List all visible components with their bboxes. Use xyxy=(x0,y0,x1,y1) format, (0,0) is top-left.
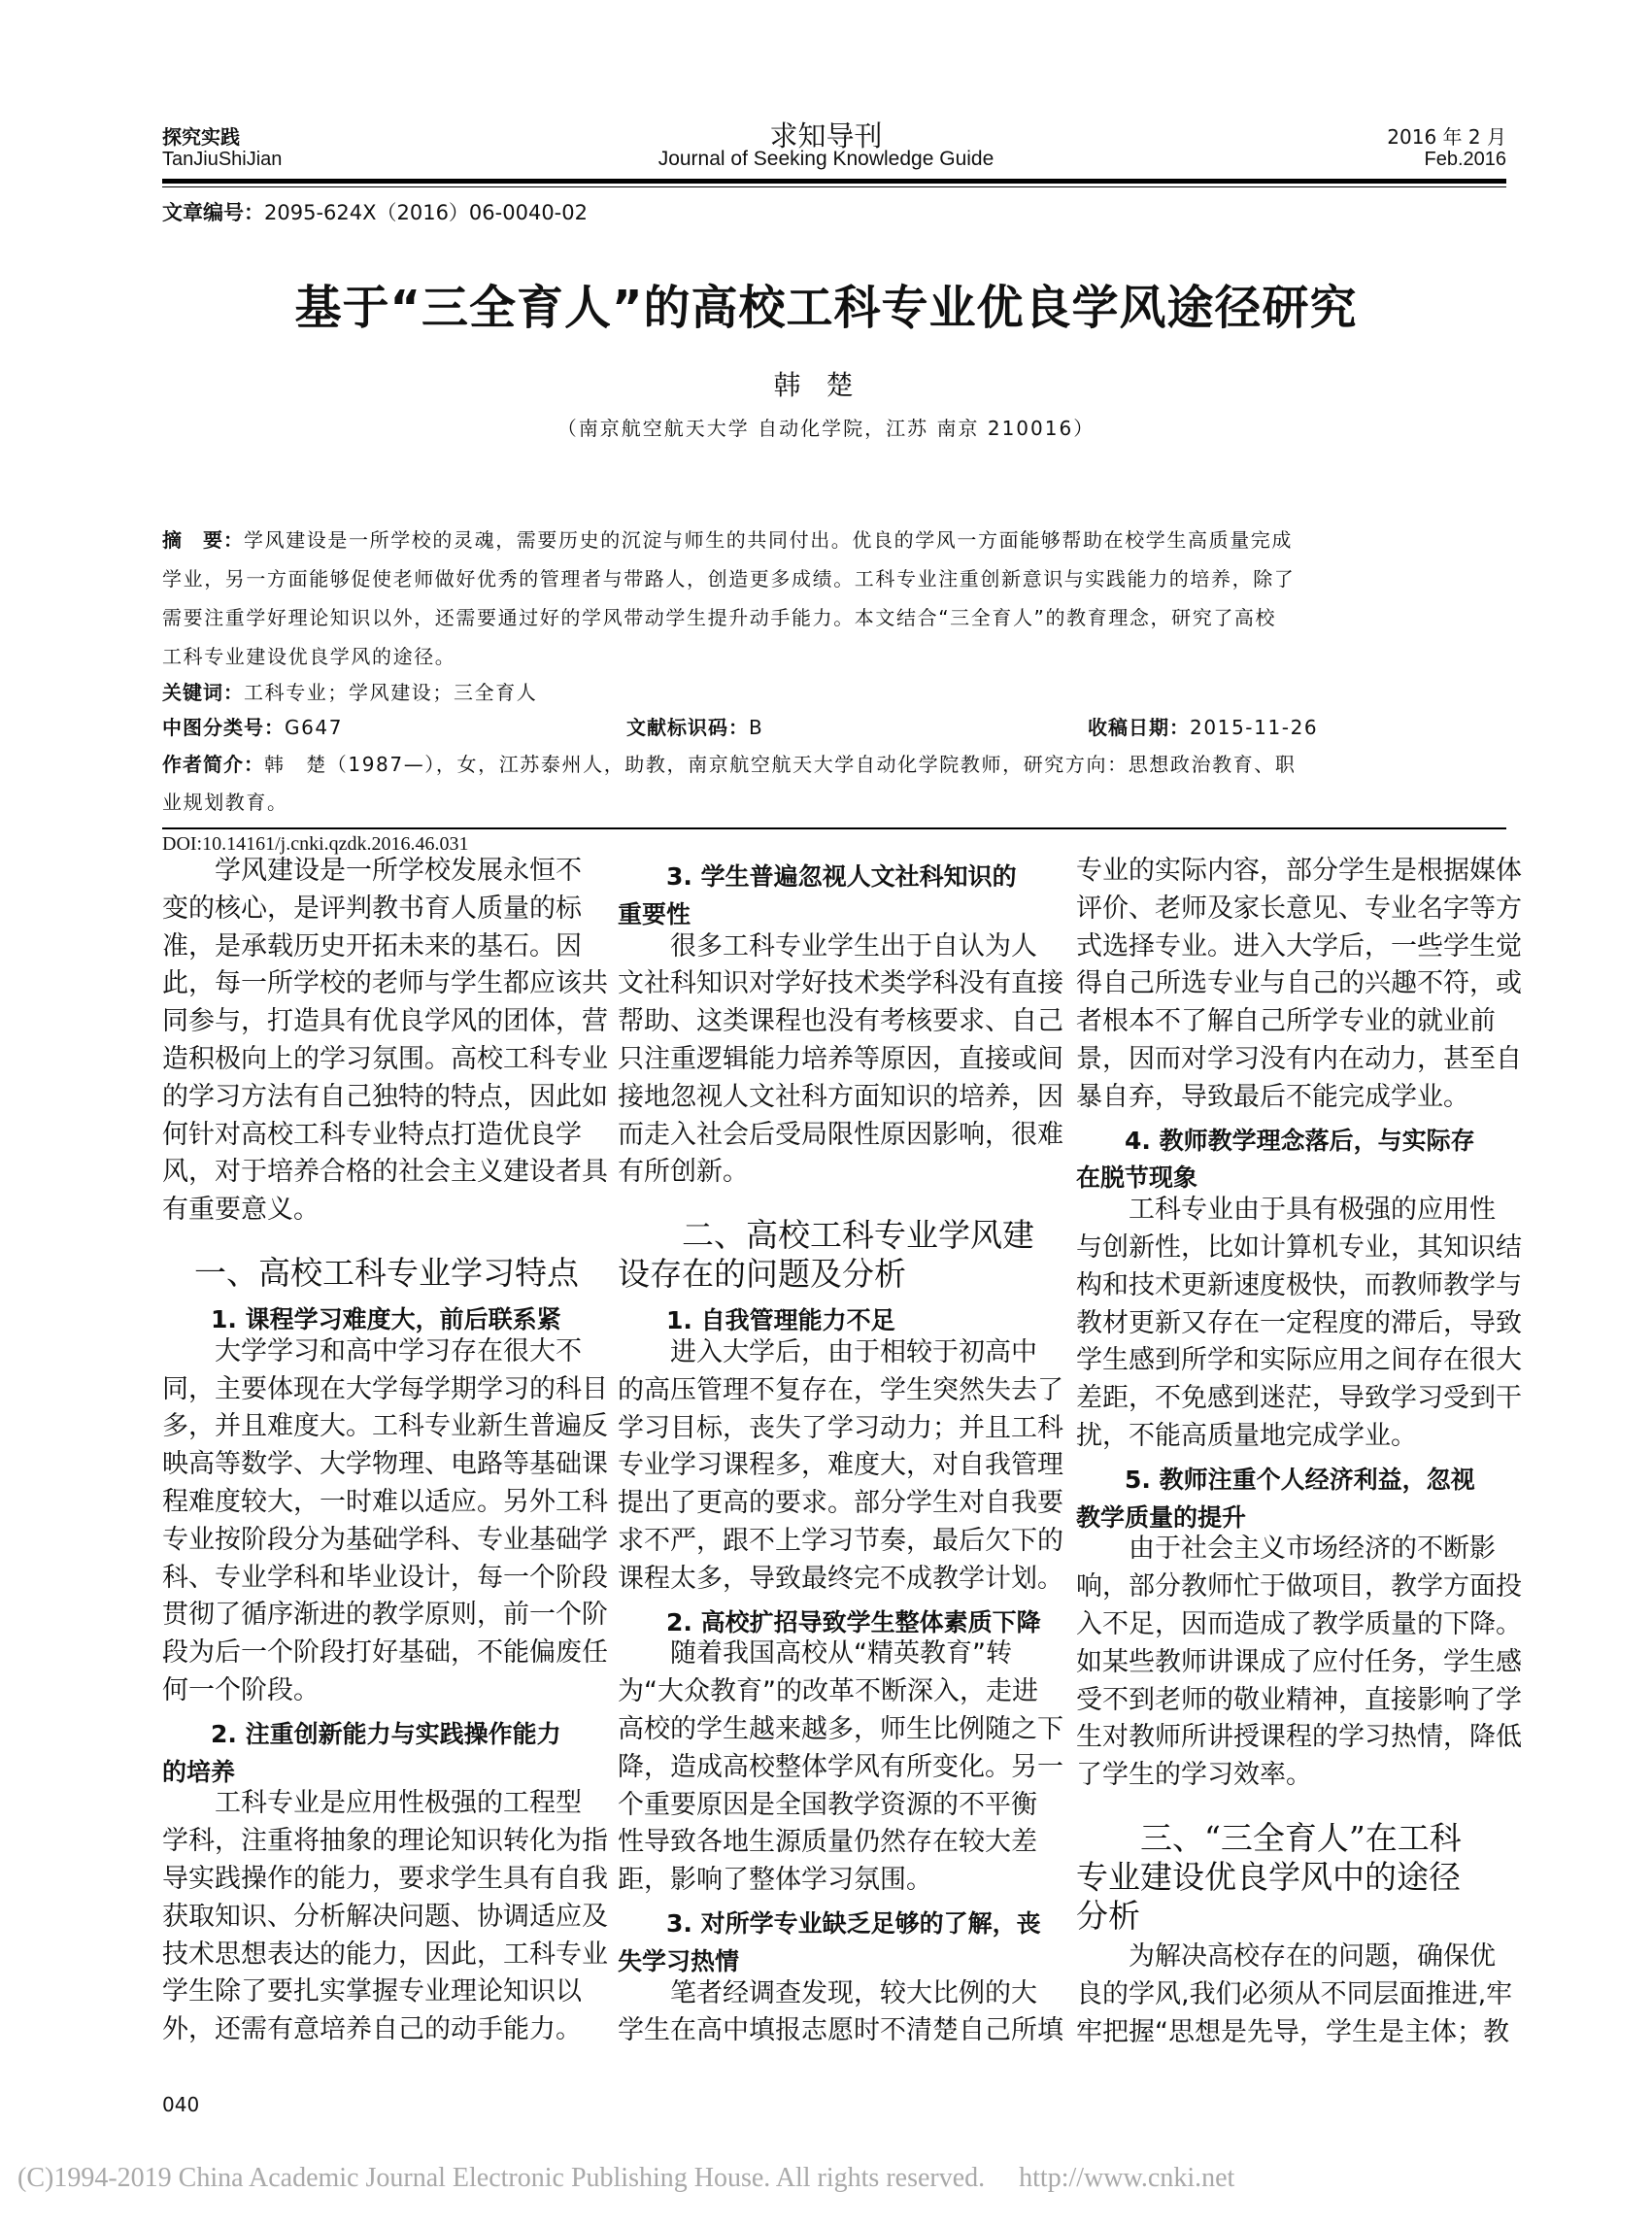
body-text-line: 的学习方法有自己独特的特点，因此如 xyxy=(162,1081,608,1112)
abstract-line: 学业，另一方面能够促使老师做好优秀的管理者与带路人，创造更多成绩。工科专业注重创新意识与实践能力的培养，除了 xyxy=(162,567,1296,590)
body-text-line: 专业按阶段分为基础学科、专业基础学 xyxy=(162,1524,608,1555)
section-heading: 分析 xyxy=(1076,1897,1140,1935)
body-text-line: 评价、老师及家长意见、专业名字等方 xyxy=(1076,893,1522,924)
body-text-line: 为解决高校存在的问题，确保优 xyxy=(1076,1941,1496,1972)
subsection-heading: 3. 学生普遍忽视人文社科知识的 xyxy=(618,862,1017,891)
body-text-line: 准，是承载历史开拓未来的基石。因 xyxy=(162,930,582,961)
abstract-text: 学风建设是一所学校的灵魂，需要历史的沉淀与师生的共同付出。优良的学风一方面能够帮助在校学生高质量完成 xyxy=(244,528,1293,552)
body-text-line: 教材更新又存在一定程度的滞后，导致 xyxy=(1076,1307,1522,1338)
classification-label: 中图分类号： xyxy=(162,716,285,739)
body-text-line: 受不到老师的敬业精神，直接影响了学 xyxy=(1076,1684,1522,1715)
body-text-line: 学生感到所学和实际应用之间存在很大 xyxy=(1076,1345,1522,1376)
body-text-line: 映高等数学、大学物理、电路等基础课 xyxy=(162,1449,608,1480)
subsection-heading: 1. 课程学习难度大，前后联系紧 xyxy=(162,1305,561,1333)
doi[interactable]: DOI:10.14161/j.cnki.qzdk.2016.46.031 xyxy=(162,833,469,855)
header-rule-thick xyxy=(162,179,1506,184)
article-number-label: 文章编号： xyxy=(162,201,264,224)
received-date xyxy=(1088,712,1318,740)
abstract-label: 摘 要： xyxy=(162,528,244,552)
body-text-line: 高校的学生越来越多，师生比例随之下 xyxy=(618,1714,1063,1744)
received-date-label: 收稿日期： xyxy=(1088,716,1190,739)
body-text-line: 外，还需有意培养自己的动手能力。 xyxy=(162,2014,582,2045)
body-text-line: 如某些教师讲课成了应付任务，学生感 xyxy=(1076,1646,1522,1677)
body-text-line: 入不足，因而造成了教学质量的下降。 xyxy=(1076,1609,1522,1639)
section-heading: 专业建设优良学风中的途径 xyxy=(1076,1858,1461,1896)
body-text-line: 变的核心，是评判教书育人质量的标 xyxy=(162,893,582,924)
section-heading: 设存在的问题及分析 xyxy=(618,1255,906,1294)
subsection-heading: 1. 自我管理能力不足 xyxy=(618,1306,895,1335)
paper-title: 基于“三全育人”的高校工科专业优良学风途径研究 xyxy=(294,281,1358,335)
body-text-line: 有重要意义。 xyxy=(162,1195,320,1226)
metadata-rule xyxy=(162,827,1506,829)
header-rule-thin xyxy=(162,186,1506,187)
body-text-line: 得自己所选专业与自己的兴趣不符，或 xyxy=(1076,968,1522,999)
subsection-heading: 教学质量的提升 xyxy=(1076,1502,1247,1532)
body-text-line: 生对教师所讲授课程的学习热情，降低 xyxy=(1076,1722,1522,1753)
document-code xyxy=(626,712,763,740)
author-bio-line: 业规划教育。 xyxy=(162,791,288,814)
author-affiliation: （南京航空航天大学 自动化学院，江苏 南京 210016） xyxy=(556,417,1096,440)
subsection-heading: 5. 教师注重个人经济利益，忽视 xyxy=(1076,1465,1475,1494)
body-text-line: 距，影响了整体学习氛围。 xyxy=(618,1865,932,1896)
body-text-line: 学生在高中填报志愿时不清楚自己所填 xyxy=(618,2015,1063,2046)
body-text-line: 随着我国高校从“精英教育”转 xyxy=(618,1638,1012,1670)
page-number: 040 xyxy=(162,2093,200,2116)
running-header-section-en: TanJiuShiJian xyxy=(162,149,283,170)
body-text-line: 帮助、这类课程也没有考核要求、自己 xyxy=(618,1006,1063,1037)
document-code-value: B xyxy=(749,716,764,739)
body-text-line: 牢把握“思想是先导，学生是主体；教 xyxy=(1076,2016,1509,2047)
body-text-line: 学科，注重将抽象的理论知识转化为指 xyxy=(162,1826,608,1857)
received-date-value: 2015-11-26 xyxy=(1190,716,1319,739)
body-text-line: 的高压管理不复存在，学生突然失去了 xyxy=(618,1374,1063,1405)
body-text-line: 为“大众教育”的改革不断深入，走进 xyxy=(618,1676,1038,1707)
body-text-line: 何一个阶段。 xyxy=(162,1675,320,1705)
body-text-line: 了学生的学习效率。 xyxy=(1076,1760,1312,1791)
body-text-line: 景，因而对学习没有内在动力，甚至自 xyxy=(1076,1044,1522,1074)
classification-value: G647 xyxy=(285,716,344,739)
subsection-heading: 2. 注重创新能力与实践操作能力 xyxy=(162,1719,561,1748)
author-bio-line xyxy=(162,749,1297,777)
body-text-line: 降，造成高校整体学风有所变化。另一 xyxy=(618,1751,1063,1782)
classification-number xyxy=(162,712,343,740)
body-text-line: 多，并且难度大。工科专业新生普遍反 xyxy=(162,1411,608,1442)
abstract-line xyxy=(162,524,1293,553)
issue-date-cn: 2016 年 2 月 xyxy=(1387,125,1506,149)
body-text-line: 接地忽视人文社科方面知识的培养，因 xyxy=(618,1081,1063,1112)
body-text-line: 专业的实际内容，部分学生是根据媒体 xyxy=(1076,856,1522,886)
copyright-footer: (C)1994-2019 China Academic Journal Electronic Publishing House. All rights reserved. http://www.cnki.net xyxy=(17,2163,1235,2193)
body-text-line: 构和技术更新速度极快，而教师教学与 xyxy=(1076,1269,1522,1300)
keywords-label: 关键词： xyxy=(162,681,244,704)
author-bio-label: 作者简介： xyxy=(162,753,264,776)
body-text-line: 科、专业学科和毕业设计，每一个阶段 xyxy=(162,1562,608,1593)
body-text-line: 与创新性，比如计算机专业，其知识结 xyxy=(1076,1232,1522,1263)
body-text-line: 只注重逻辑能力培养等原因，直接或间 xyxy=(618,1044,1063,1074)
body-text-line: 何针对高校工科专业特点打造优良学 xyxy=(162,1119,582,1150)
body-text-line: 文社科知识对学好技术类学科没有直接 xyxy=(618,968,1063,999)
keywords-value: 工科专业；学风建设；三全育人 xyxy=(244,681,538,704)
body-text-line: 学生除了要扎实掌握专业理论知识以 xyxy=(162,1976,582,2007)
body-text-line: 同参与，打造具有优良学风的团体，营 xyxy=(162,1006,608,1037)
subsection-heading: 4. 教师教学理念落后，与实际存 xyxy=(1076,1126,1475,1155)
author-name: 韩楚 xyxy=(773,369,879,401)
body-text-line: 个重要原因是全国教学资源的不平衡 xyxy=(618,1789,1037,1820)
body-text-line: 式选择专业。进入大学后，一些学生觉 xyxy=(1076,930,1522,961)
body-text-line: 学风建设是一所学校发展永恒不 xyxy=(162,856,582,886)
body-text-line: 导实践操作的能力，要求学生具有自我 xyxy=(162,1864,608,1894)
body-text-line: 风，对于培养合格的社会主义建设者具 xyxy=(162,1157,608,1188)
body-text-line: 贯彻了循序渐进的教学原则，前一个阶 xyxy=(162,1600,608,1631)
body-text-line: 者根本不了解自己所学专业的就业前 xyxy=(1076,1006,1496,1037)
journal-name-cn: 求知导刊 xyxy=(769,119,883,152)
body-text-line: 学习目标，丧失了学习动力；并且工科 xyxy=(618,1412,1063,1443)
document-code-label: 文献标识码： xyxy=(626,716,749,739)
body-text-line: 段为后一个阶段打好基础，不能偏废任 xyxy=(162,1637,608,1669)
issue-date-en: Feb.2016 xyxy=(1424,149,1506,170)
body-text-line: 有所创新。 xyxy=(618,1157,749,1188)
body-text-line: 求不严，跟不上学习节奏，最后欠下的 xyxy=(618,1526,1063,1556)
body-text-line: 由于社会主义市场经济的不断影 xyxy=(1076,1534,1496,1565)
body-text-line: 课程太多，导致最终完不成教学计划。 xyxy=(618,1563,1063,1594)
author-bio-text: 韩 楚（1987—），女，江苏泰州人，助教，南京航空航天大学自动化学院教师，研究方向：思想政治教育、职 xyxy=(264,753,1297,776)
body-text-line: 响，部分教师忙于做项目，教学方面投 xyxy=(1076,1571,1522,1602)
body-text-line: 此，每一所学校的老师与学生都应该共 xyxy=(162,968,608,999)
body-text-line: 提出了更高的要求。部分学生对自我要 xyxy=(618,1488,1063,1519)
body-text-line: 专业学习课程多，难度大，对自我管理 xyxy=(618,1450,1063,1481)
body-text-line: 性导致各地生源质量仍然存在较大差 xyxy=(618,1827,1037,1858)
subsection-heading: 2. 高校扩招导致学生整体素质下降 xyxy=(618,1607,1041,1636)
body-text-line: 大学学习和高中学习存在很大不 xyxy=(162,1335,582,1366)
subsection-heading: 3. 对所学专业缺乏足够的了解，丧 xyxy=(618,1909,1041,1938)
subsection-heading: 在脱节现象 xyxy=(1076,1164,1198,1193)
body-text-line: 工科专业由于具有极强的应用性 xyxy=(1076,1195,1496,1226)
body-text-line: 良的学风,我们必须从不同层面推进,牢 xyxy=(1076,1978,1513,2009)
section-heading: 二、高校工科专业学风建 xyxy=(618,1216,1034,1255)
section-heading: 一、高校工科专业学习特点 xyxy=(162,1254,579,1292)
body-text-line: 技术思想表达的能力，因此，工科专业 xyxy=(162,1939,608,1970)
article-number-value: 2095-624X（2016）06-0040-02 xyxy=(264,201,588,224)
abstract-line: 需要注重学好理论知识以外，还需要通过好的学风带动学生提升动手能力。本文结合“三全育人”的教育理念，研究了高校 xyxy=(162,606,1277,629)
body-text-line: 进入大学后，由于相较于初高中 xyxy=(618,1337,1037,1367)
body-text-line: 很多工科专业学生出于自认为人 xyxy=(618,930,1037,961)
journal-name-en: Journal of Seeking Knowledge Guide xyxy=(657,148,995,170)
body-text-line: 差距，不免感到迷茫，导致学习受到干 xyxy=(1076,1383,1522,1414)
body-text-line: 程难度较大，一时难以适应。另外工科 xyxy=(162,1487,608,1517)
section-heading: 三、“三全育人”在工科 xyxy=(1076,1819,1462,1857)
keywords xyxy=(162,677,537,705)
subsection-heading: 失学习热情 xyxy=(618,1946,740,1975)
body-text-line: 造积极向上的学习氛围。高校工科专业 xyxy=(162,1044,608,1074)
subsection-heading: 的培养 xyxy=(162,1757,236,1786)
body-text-line: 而走入社会后受局限性原因影响，很难 xyxy=(618,1119,1063,1150)
article-number xyxy=(162,197,588,226)
running-header-section-cn: 探究实践 xyxy=(162,125,240,149)
body-text-line: 同，主要体现在大学每学期学习的科目 xyxy=(162,1373,608,1404)
abstract-line: 工科专业建设优良学风的途径。 xyxy=(162,645,456,668)
body-text-line: 笔者经调查发现，较大比例的大 xyxy=(618,1977,1037,2008)
body-text-line: 暴自弃，导致最后不能完成学业。 xyxy=(1076,1081,1469,1112)
body-text-line: 扰，不能高质量地完成学业。 xyxy=(1076,1421,1417,1451)
body-text-line: 工科专业是应用性极强的工程型 xyxy=(162,1788,582,1819)
body-text-line: 获取知识、分析解决问题、协调适应及 xyxy=(162,1901,608,1932)
subsection-heading: 重要性 xyxy=(618,899,691,928)
